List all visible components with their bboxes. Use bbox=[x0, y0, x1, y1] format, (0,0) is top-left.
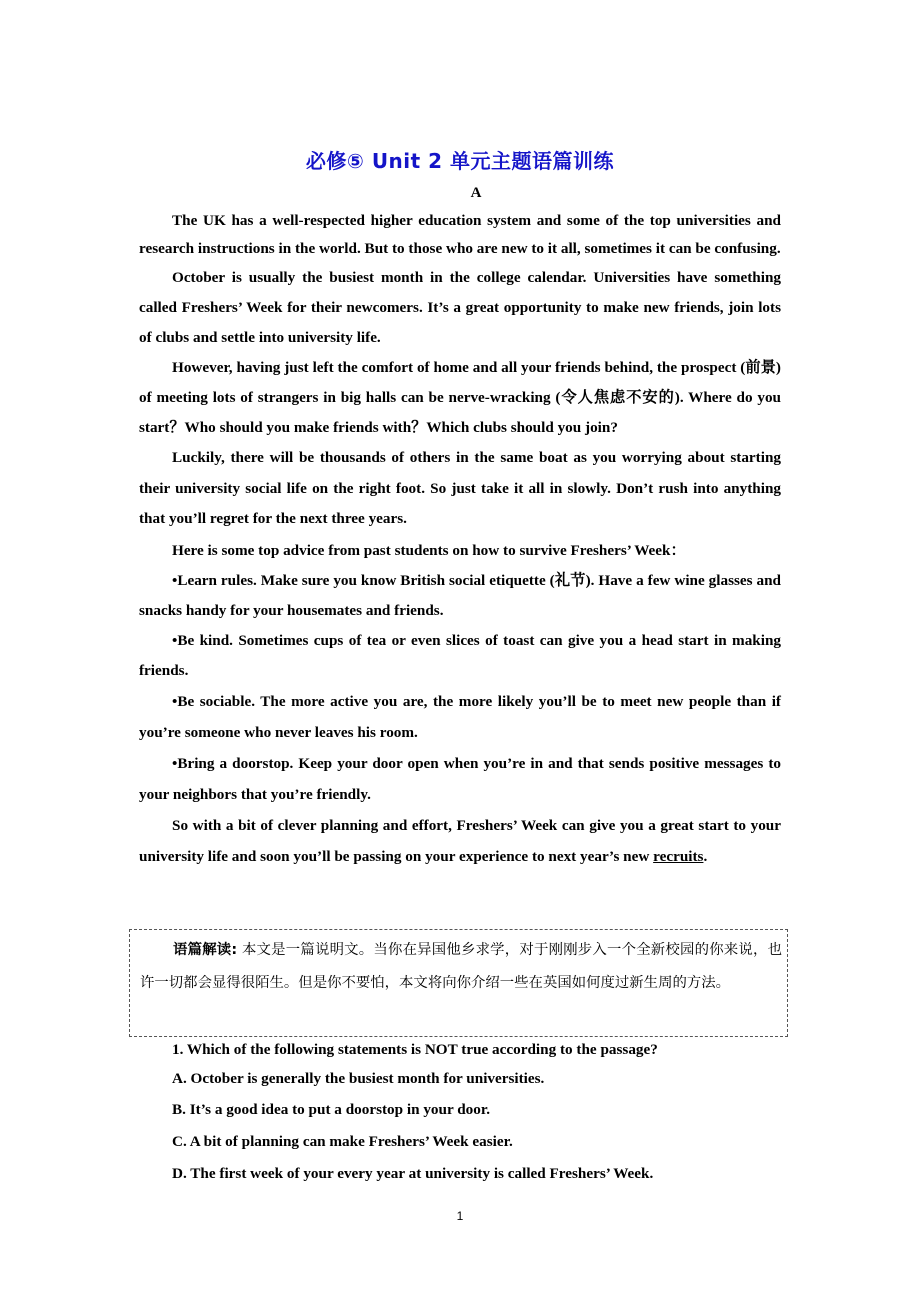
bullet-be-kind: •Be kind. Sometimes cups of tea or even slices of toast can give you a head start in making friends. bbox=[139, 631, 781, 679]
option-c: C. A bit of planning can make Freshers’ Week easier. bbox=[172, 1133, 513, 1150]
page-number: 1 bbox=[456, 1209, 464, 1223]
paragraph-4: Luckily, there will be thousands of others in the same boat as you worrying about starting their university social life on the right foot. So just take it all in slowly. Don’t rush into anything that you’ll regret for the next three years. bbox=[139, 449, 781, 527]
paragraph-5: Here is some top advice from past students on how to survive Freshers’ Week： bbox=[172, 541, 686, 559]
section-label: A bbox=[470, 185, 482, 201]
bullet-doorstop: •Bring a doorstop. Keep your door open when you’re in and that sends positive messages to your neighbors that you’re friendly. bbox=[139, 754, 781, 803]
option-a: A. October is generally the busiest month for universities. bbox=[172, 1070, 545, 1087]
conclusion-end: . bbox=[703, 847, 708, 865]
question-stem: 1. Which of the following statements is NOT true according to the passage? bbox=[172, 1041, 658, 1058]
paragraph-conclusion bbox=[139, 810, 781, 872]
note-text: 本文是一篇说明文。当你在异国他乡求学，对于刚刚步入一个全新校园的你来说，也许一切都会显得很陌生。但是你不要怕，本文将向你介绍一些在英国如何度过新生周的方法。 bbox=[140, 942, 782, 991]
underlined-word: recruits bbox=[653, 847, 704, 865]
bullet-be-sociable: •Be sociable. The more active you are, the more likely you’ll be to meet new people than if you’re someone who never leaves his room. bbox=[139, 692, 781, 741]
reading-note bbox=[140, 934, 782, 1000]
page-title: 必修⑤ Unit 2 单元主题语篇训练 bbox=[305, 149, 615, 173]
bullet-learn-rules: •Learn rules. Make sure you know British social etiquette (礼节). Have a few wine glasses and snacks handy for your housemates and friends. bbox=[139, 571, 781, 619]
note-label: 语篇解读: bbox=[173, 942, 238, 958]
paragraph-1: The UK has a well-respected higher education system and some of the top universities and research instructions in the world. But to those who are new to it all, sometimes it can be confusing. bbox=[139, 212, 781, 257]
paragraph-2: October is usually the busiest month in the college calendar. Universities have something called Freshers’ Week for their newcomers. It’s a great opportunity to make new friends, join lots of clubs and settle into university life. bbox=[139, 269, 781, 346]
conclusion-text: So with a bit of clever planning and effort, Freshers’ Week can give you a great start to your university life and soon you’ll be passing on your experience to next year’s new bbox=[139, 816, 781, 865]
option-b: B. It’s a good idea to put a doorstop in your door. bbox=[172, 1101, 491, 1118]
option-d: D. The first week of your every year at university is called Freshers’ Week. bbox=[172, 1165, 654, 1182]
paragraph-3: However, having just left the comfort of home and all your friends behind, the prospect (前景) of meeting lots of strangers in big halls can be nerve-wracking (令人焦虑不安的). Where do you start？Who should you make friends with？Which clubs should you join? bbox=[139, 359, 781, 436]
reading-note-box bbox=[129, 929, 788, 1037]
passage-body bbox=[139, 207, 781, 872]
